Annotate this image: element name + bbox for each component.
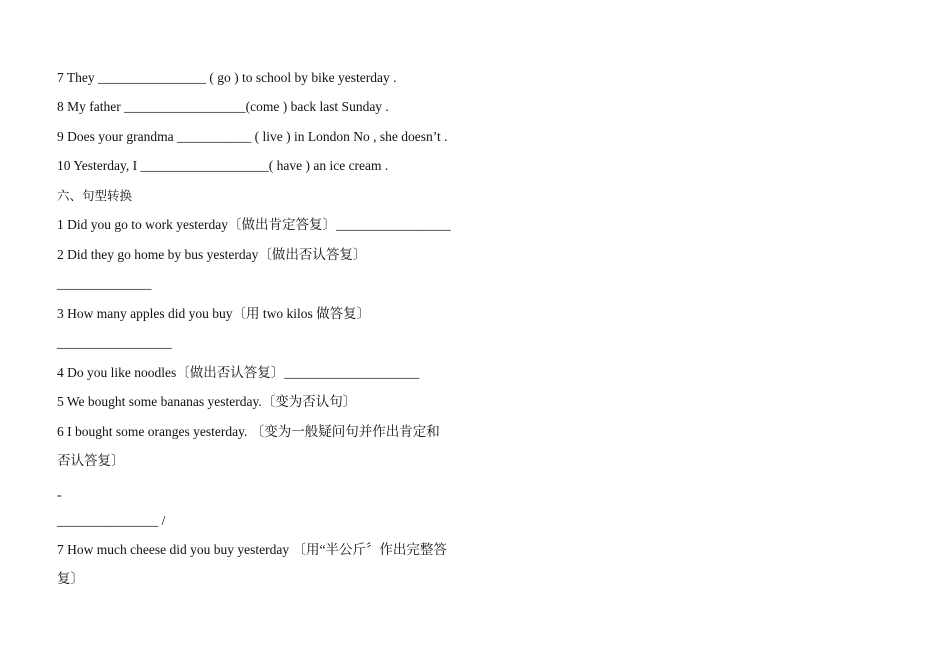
answer-blank-2: ______________ bbox=[57, 276, 152, 291]
answer-blank-6: _______________ / bbox=[57, 513, 166, 528]
transform-question-7: 7 How much cheese did you buy yesterday 〔用“半公斤〞作出完整答 bbox=[57, 542, 447, 557]
transform-question-6-continued: 否认答复〕 bbox=[57, 453, 125, 468]
transform-question-7-continued: 复〕 bbox=[57, 571, 84, 586]
section-heading-sentence-transform: 六、句型转换 bbox=[57, 188, 133, 203]
exercise-line-9-live: 9 Does your grandma ___________ ( live ) in London No , she doesn’t . bbox=[57, 129, 448, 144]
exercise-line-8-come: 8 My father __________________(come ) back last Sunday . bbox=[57, 99, 389, 114]
exercise-line-10-have: 10 Yesterday, I ___________________( have ) an ice cream . bbox=[57, 158, 389, 173]
transform-question-6: 6 I bought some oranges yesterday. 〔变为一般疑问句并作出肯定和 bbox=[57, 424, 440, 439]
exercise-line-7-go: 7 They ________________ ( go ) to school by bike yesterday . bbox=[57, 70, 397, 85]
answer-blank-3: _________________ bbox=[57, 335, 172, 350]
dash-mark: - bbox=[57, 487, 62, 502]
transform-question-4: 4 Do you like noodles〔做出否认答复〕____________________ bbox=[57, 365, 420, 380]
transform-question-1: 1 Did you go to work yesterday〔做出肯定答复〕_________________ bbox=[57, 217, 451, 232]
transform-question-2: 2 Did they go home by bus yesterday〔做出否认答复〕 bbox=[57, 247, 367, 262]
transform-question-5: 5 We bought some bananas yesterday.〔变为否认句〕 bbox=[57, 394, 357, 409]
transform-question-3: 3 How many apples did you buy〔用 two kilos 做答复〕 bbox=[57, 306, 371, 321]
